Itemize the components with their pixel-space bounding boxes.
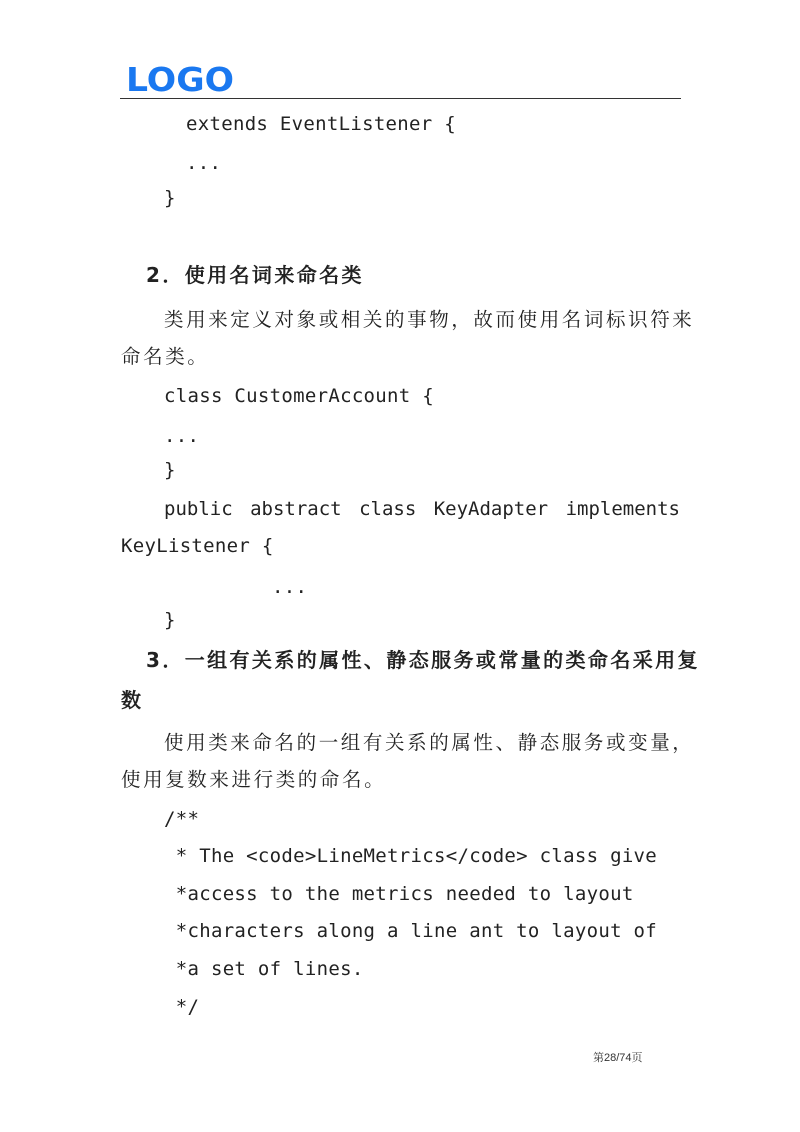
code-line: extends EventListener { bbox=[186, 113, 456, 135]
code-comment-line: */ bbox=[164, 996, 200, 1018]
section-heading: 3．一组有关系的属性、静态服务或常量的类命名采用复 bbox=[146, 648, 700, 672]
paragraph-line: 类用来定义对象或相关的事物，故而使用名词标识符来 bbox=[164, 308, 695, 331]
logo-text: LOGO bbox=[126, 62, 234, 96]
code-word: KeyAdapter bbox=[433, 498, 549, 520]
code-word: class bbox=[359, 498, 417, 520]
code-line: } bbox=[164, 609, 176, 631]
code-line: } bbox=[164, 459, 176, 481]
code-comment-line: *access to the metrics needed to layout bbox=[164, 883, 634, 905]
code-word: implements bbox=[565, 498, 680, 520]
paragraph-line: 使用类来命名的一组有关系的属性、静态服务或变量， bbox=[164, 731, 695, 754]
paragraph-line: 命名类。 bbox=[121, 345, 210, 368]
code-comment-line: /** bbox=[164, 808, 200, 830]
code-line: ... bbox=[186, 152, 222, 174]
paragraph-line: 使用复数来进行类的命名。 bbox=[121, 768, 387, 791]
code-comment-line: * The <code>LineMetrics</code> class give bbox=[164, 845, 658, 867]
code-line-justified bbox=[164, 497, 680, 521]
code-word: public bbox=[164, 498, 233, 520]
header-divider bbox=[120, 98, 681, 99]
section-heading: 2．使用名词来命名类 bbox=[146, 263, 364, 287]
page-number: 第28/74页 bbox=[593, 1052, 643, 1064]
code-line: ... bbox=[164, 425, 200, 447]
code-line: KeyListener { bbox=[121, 535, 274, 557]
section-heading: 数 bbox=[121, 688, 144, 712]
code-word: abstract bbox=[250, 498, 342, 520]
code-comment-line: *a set of lines. bbox=[164, 958, 364, 980]
code-line: class CustomerAccount { bbox=[164, 385, 434, 407]
code-line: } bbox=[164, 187, 176, 209]
code-line: ... bbox=[272, 576, 308, 598]
code-comment-line: *characters along a line ant to layout of bbox=[164, 920, 658, 942]
logo bbox=[126, 62, 236, 96]
